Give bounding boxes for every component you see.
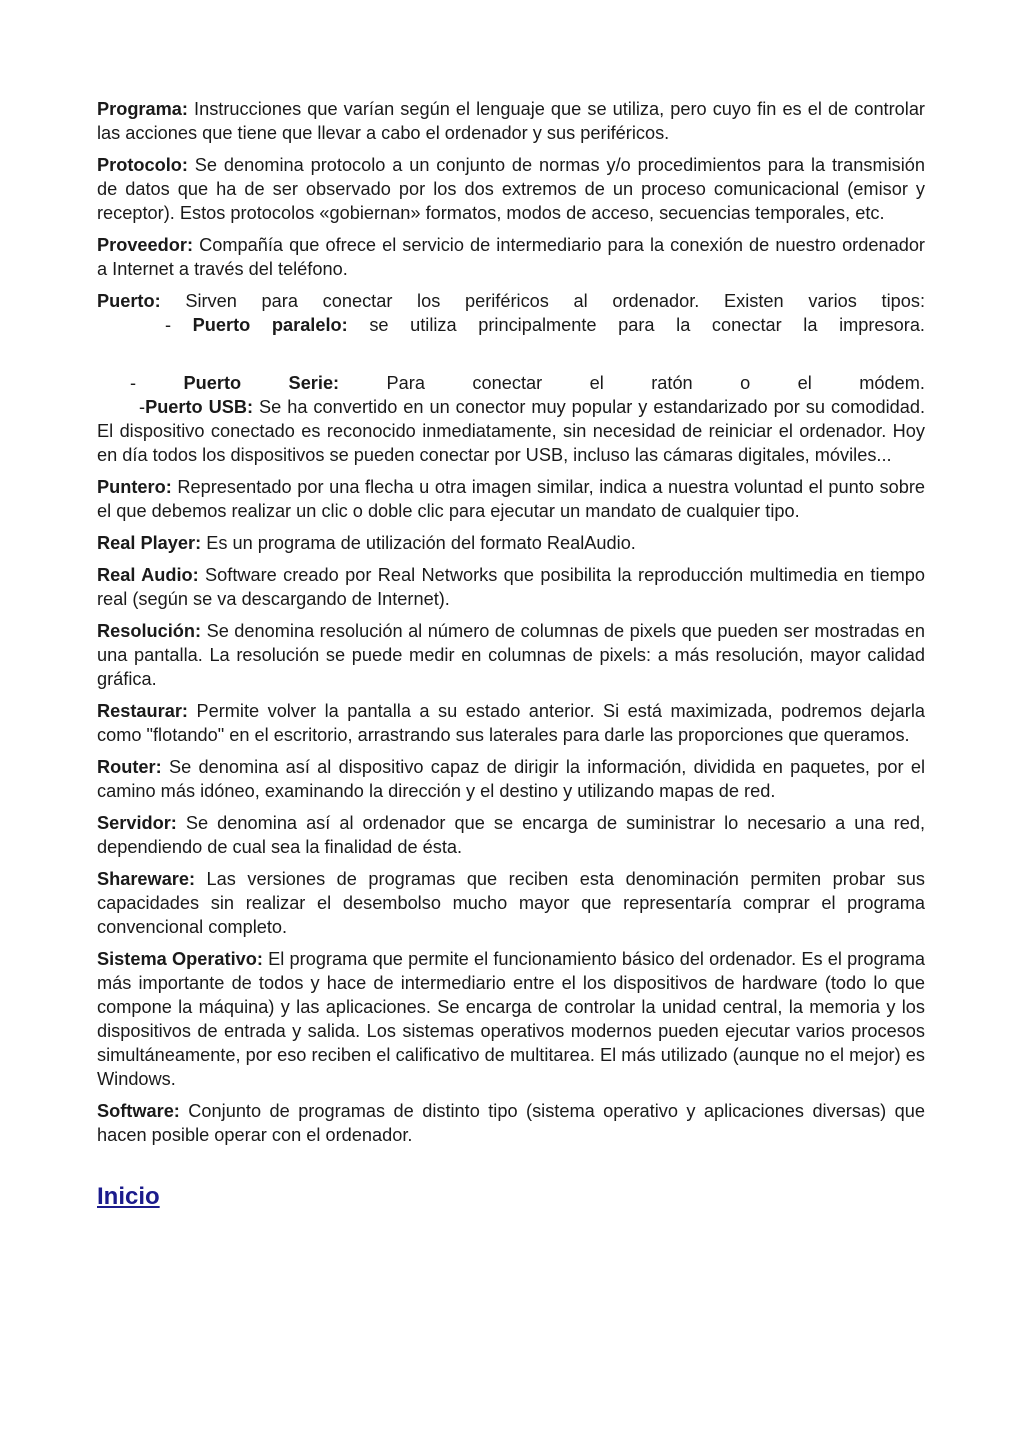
entry-definition: Instrucciones que varían según el lenguaje que se utiliza, pero cuyo fin es el de controlar las acciones que tiene que llevar a cabo el ordenador y sus periféricos. bbox=[97, 99, 925, 143]
entry-term: Protocolo: bbox=[97, 155, 188, 175]
entry-term: Programa: bbox=[97, 99, 188, 119]
entry-term: Real Audio: bbox=[97, 565, 199, 585]
entry-term: Real Player: bbox=[97, 533, 202, 553]
entry-definition: El programa que permite el funcionamiento básico del ordenador. Es el programa más importante de todos y hace de intermediario entre el los dispositivos de hardware (todo lo que compone la máquina) y las aplicaciones. Se encarga de controlar la unidad central, la memoria y los dispositivos de entrada y salida. Los sistemas operativos modernos pueden ejecutar varios procesos simultáneamente, por eso reciben el calificativo de multitarea. El más utilizado (aunque no el mejor) es Windows. bbox=[97, 949, 926, 1089]
entry-definition: Es un programa de utilización del formato RealAudio. bbox=[201, 533, 636, 553]
entry-term: Servidor: bbox=[97, 813, 177, 833]
entry-term: Resolución: bbox=[97, 621, 202, 641]
entry-term: Proveedor: bbox=[97, 235, 194, 255]
entry-router bbox=[97, 755, 925, 803]
entry-resolucion bbox=[97, 619, 925, 691]
entry-programa bbox=[97, 97, 925, 145]
entry-real-player bbox=[97, 531, 925, 555]
entry-protocolo bbox=[97, 153, 925, 225]
entry-term: Sistema Operativo: bbox=[97, 949, 263, 969]
entry-definition: Conjunto de programas de distinto tipo (sistema operativo y aplicaciones diversas) que hacen posible operar con el ordenador. bbox=[97, 1101, 925, 1145]
entry-definition: Se denomina resolución al número de columnas de pixels que pueden ser mostradas en una pantalla. La resolución se puede medir en columnas de pixels: a más resolución, mayor calidad gráfica. bbox=[97, 621, 925, 689]
entry-term: Software: bbox=[97, 1101, 180, 1121]
entry-term: Puerto paralelo: bbox=[192, 315, 348, 335]
entry-puntero bbox=[97, 475, 925, 523]
entry-definition: Permite volver la pantalla a su estado anterior. Si está maximizada, podremos dejarla como "flotando" en el escritorio, arrastrando sus laterales para darle las proporciones que queramos. bbox=[97, 701, 925, 745]
entry-definition: Representado por una flecha u otra imagen similar, indica a nuestra voluntad el punto sobre el que debemos realizar un clic o doble clic para ejecutar un mandato de cualquier tipo. bbox=[97, 477, 925, 521]
entry-definition: Compañía que ofrece el servicio de intermediario para la conexión de nuestro ordenador a Internet a través del teléfono. bbox=[97, 235, 925, 279]
entry-puerto-serie bbox=[97, 371, 925, 395]
entry-proveedor bbox=[97, 233, 925, 281]
entry-term: Shareware: bbox=[97, 869, 196, 889]
entry-term: Router: bbox=[97, 757, 162, 777]
entry-definition: Las versiones de programas que reciben esta denominación permiten probar sus capacidades sin realizar el desembolso mucho mayor que representaría comprar el programa convencional completo. bbox=[97, 869, 925, 937]
entry-servidor bbox=[97, 811, 925, 859]
entry-definition: Se ha convertido en un conector muy popular y estandarizado por su comodidad. El dispositivo conectado es reconocido inmediatamente, sin necesidad de reiniciar el ordenador. Hoy en día todos los dispositivos se pueden conectar por USB, incluso las cámaras digitales, móviles... bbox=[97, 397, 926, 465]
entry-definition: Se denomina protocolo a un conjunto de normas y/o procedimientos para la transmisión de datos que ha de ser observado por los dos extremos de un proceso comunicacional (emisor y receptor). Estos protocolos «gobiernan» formatos, modos de acceso, secuencias temporales, etc. bbox=[97, 155, 925, 223]
list-dash: - bbox=[165, 315, 193, 335]
entry-shareware bbox=[97, 867, 925, 939]
entry-term: Restaurar: bbox=[97, 701, 188, 721]
entry-real-audio bbox=[97, 563, 925, 611]
entry-term: Puerto USB: bbox=[145, 397, 254, 417]
entry-software bbox=[97, 1099, 925, 1147]
entry-definition: Se denomina así al dispositivo capaz de dirigir la información, dividida en paquetes, por el camino más idóneo, examinando la dirección y el destino y utilizando mapas de red. bbox=[97, 757, 925, 801]
entry-definition: Sirven para conectar los periféricos al ordenador. Existen varios tipos: bbox=[160, 291, 925, 311]
entry-term: Puerto: bbox=[97, 291, 161, 311]
inicio-link[interactable]: Inicio bbox=[97, 1183, 160, 1210]
entry-puerto bbox=[97, 289, 925, 313]
entry-definition: se utiliza principalmente para la conectar la impresora. bbox=[347, 315, 925, 335]
entry-restaurar bbox=[97, 699, 925, 747]
entry-puerto-usb bbox=[97, 395, 925, 467]
entry-definition: Para conectar el ratón o el módem. bbox=[339, 373, 925, 393]
entry-definition: Software creado por Real Networks que posibilita la reproducción multimedia en tiempo real (según se va descargando de Internet). bbox=[97, 565, 925, 609]
entry-definition: Se denomina así al ordenador que se encarga de suministrar lo necesario a una red, dependiendo de cual sea la finalidad de ésta. bbox=[97, 813, 925, 857]
glossary-page bbox=[97, 97, 925, 1211]
entry-sistema-operativo bbox=[97, 947, 925, 1091]
entry-term: Puntero: bbox=[97, 477, 172, 497]
list-dash: - bbox=[139, 397, 146, 417]
entry-puerto-paralelo bbox=[97, 313, 925, 337]
entry-term: Puerto Serie: bbox=[183, 373, 340, 393]
list-dash: - bbox=[130, 373, 184, 393]
